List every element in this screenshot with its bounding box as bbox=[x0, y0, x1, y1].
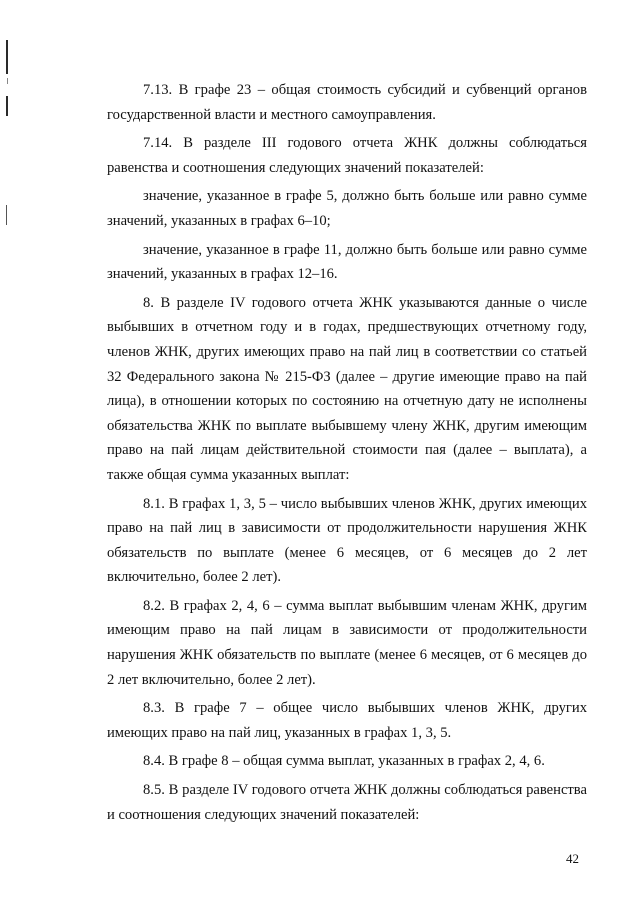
paragraph-condition-graph-11: значение, указанное в графе 11, должно быть больше или равно сумме значений, указанных в графах 12–16. bbox=[107, 241, 587, 283]
paragraph-7-14: 7.14. В разделе III годового отчета ЖНК должны соблюдаться равенства и соотношения следующих значений показателей: bbox=[107, 135, 587, 176]
scan-artifact-line bbox=[6, 205, 7, 225]
document-body bbox=[107, 78, 587, 831]
paragraph-8-2: 8.2. В графах 2, 4, 6 – сумма выплат выбывшим членам ЖНК, другим имеющим право на пай лицам в зависимости от продолжительности нарушения ЖНК обязательств по выплате (менее 6 месяцев, от 6 месяцев до 2 лет включительно, более 2 лет). bbox=[107, 597, 587, 688]
scan-artifact-line bbox=[6, 96, 8, 116]
paragraph-8-3: 8.3. В графе 7 – общее число выбывших членов ЖНК, других имеющих право на пай лиц, указанных в графах 1, 3, 5. bbox=[107, 700, 587, 741]
paragraph-8-5: 8.5. В разделе IV годового отчета ЖНК должны соблюдаться равенства и соотношения следующих значений показателей: bbox=[107, 782, 587, 823]
paragraph-8: 8. В разделе IV годового отчета ЖНК указываются данные о числе выбывших в отчетном году и в годах, предшествующих отчетному году, членов ЖНК, других имеющих право на пай лиц в соответствии со статьей 32 Федерального закона № 215-ФЗ (далее – другие имеющие право на пай лица), в отношении которых по состоянию на отчетную дату не исполнены обязательства ЖНК по выплате выбывшему члену ЖНК, другим имеющим право на пай лицам действительной стоимости пая (далее – выплата), а также общая сумма указанных выплат: bbox=[107, 294, 587, 483]
page-number: 42 bbox=[566, 851, 579, 866]
scan-artifact-line bbox=[6, 40, 8, 74]
paragraph-condition-graph-5: значение, указанное в графе 5, должно быть больше или равно сумме значений, указанных в графах 6–10; bbox=[107, 188, 587, 229]
paragraph-8-1: 8.1. В графах 1, 3, 5 – число выбывших членов ЖНК, других имеющих право на пай лиц в зависимости от продолжительности нарушения ЖНК обязательств по выплате (менее 6 месяцев, от 6 месяцев до 2 лет включительно, более 2 лет). bbox=[107, 495, 587, 586]
scan-artifact-line bbox=[7, 78, 8, 84]
paragraph-8-4: 8.4. В графе 8 – общая сумма выплат, указанных в графах 2, 4, 6. bbox=[143, 753, 545, 770]
paragraph-7-13: 7.13. В графе 23 – общая стоимость субсидий и субвенций органов государственной власти и местного самоуправления. bbox=[107, 82, 587, 123]
